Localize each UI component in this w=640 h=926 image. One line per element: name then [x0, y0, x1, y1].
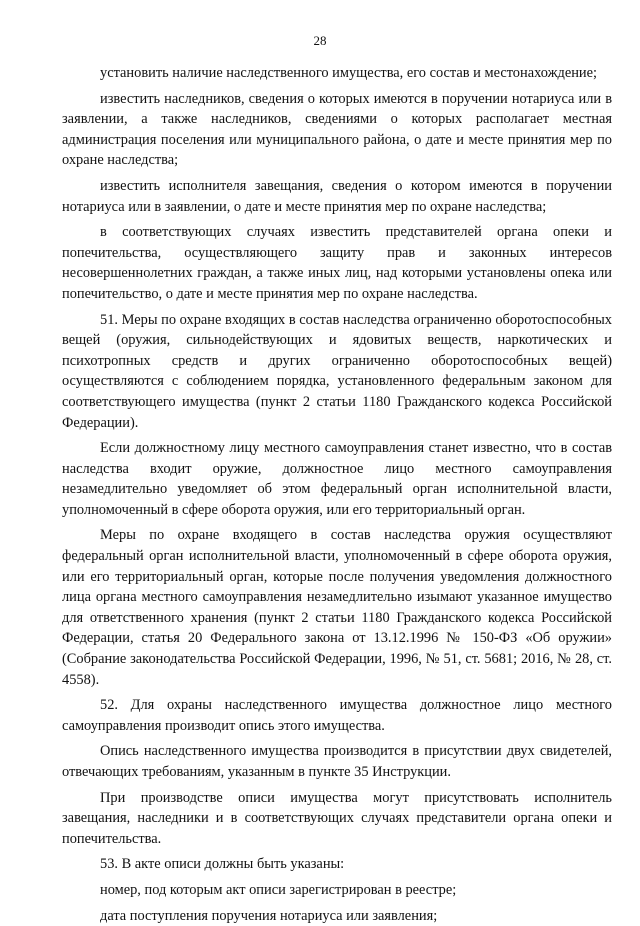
paragraph: дата поступления поручения нотариуса или заявления;: [100, 907, 438, 924]
paragraph: в соответствующих случаях известить представителей органа опеки и попечительства, осуществляющего защиту прав и законных интересов несовершеннолетних граждан, а также иных лиц, над которыми установлены опека или попечительство, о дате и месте принятия мер по охране наследства.: [62, 224, 612, 302]
paragraph: известить наследников, сведения о которых имеются в поручении нотариуса или в заявлении, а также наследников, сведениями о которых располагает местная администрация поселения или муниципального района, о дате и месте принятия мер по охране наследства;: [62, 90, 612, 169]
paragraph: Меры по охране входящего в состав наследства оружия осуществляют федеральный орган исполнительной власти, уполномоченный в сфере оборота оружия, или его территориальный орган, которые после получения уведомления должностного лица органа местного самоуправления незамедлительно изымают указанное имущество для ответственного хранения (пункт 2 статьи 1180 Гражданского кодекса Российской Федерации, статья 20 Федерального закона от 13.12.1996 № 150-ФЗ «Об оружии» (Собрание законодательства Российской Федерации, 1996, № 51, ст. 5681; 2016, № 28, ст. 4558).: [62, 527, 612, 688]
paragraph: Если должностному лицу местного самоуправления станет известно, что в состав наследства входит оружие, должностное лицо местного самоуправления незамедлительно уведомляет об этом федеральный орган исполнительной власти, уполномоченный в сфере оборота оружия, или его территориальный орган.: [62, 440, 612, 518]
paragraph: 53. В акте описи должны быть указаны:: [100, 856, 345, 873]
page-number: 28: [313, 33, 327, 48]
paragraph: Опись наследственного имущества производится в присутствии двух свидетелей, отвечающих требованиям, указанным в пункте 35 Инструкции.: [62, 743, 612, 780]
paragraph: При производстве описи имущества могут присутствовать исполнитель завещания, наследники и в соответствующих случаях представители органа опеки и попечительства.: [62, 789, 612, 847]
paragraph: номер, под которым акт описи зарегистрирован в реестре;: [100, 881, 457, 898]
paragraph: известить исполнителя завещания, сведения о котором имеются в поручении нотариуса или в заявлении, о дате и месте принятия мер по охране наследства;: [62, 177, 612, 215]
paragraph: 51. Меры по охране входящих в состав наследства ограниченно оборотоспособных вещей (оружия, сильнодействующих и ядовитых веществ, наркотических и психотропных средств и других ограниченно оборотоспособных вещей) осуществляются с соблюдением порядка, установленного федеральным законом для соответствующего имущества (пункт 2 статьи 1180 Гражданского кодекса Российской Федерации).: [62, 311, 612, 431]
paragraph: установить наличие наследственного имущества, его состав и местонахождение;: [100, 65, 598, 81]
document-body: [62, 63, 612, 926]
paragraph: 52. Для охраны наследственного имущества должностное лицо местного самоуправления производит опись этого имущества.: [62, 697, 612, 734]
